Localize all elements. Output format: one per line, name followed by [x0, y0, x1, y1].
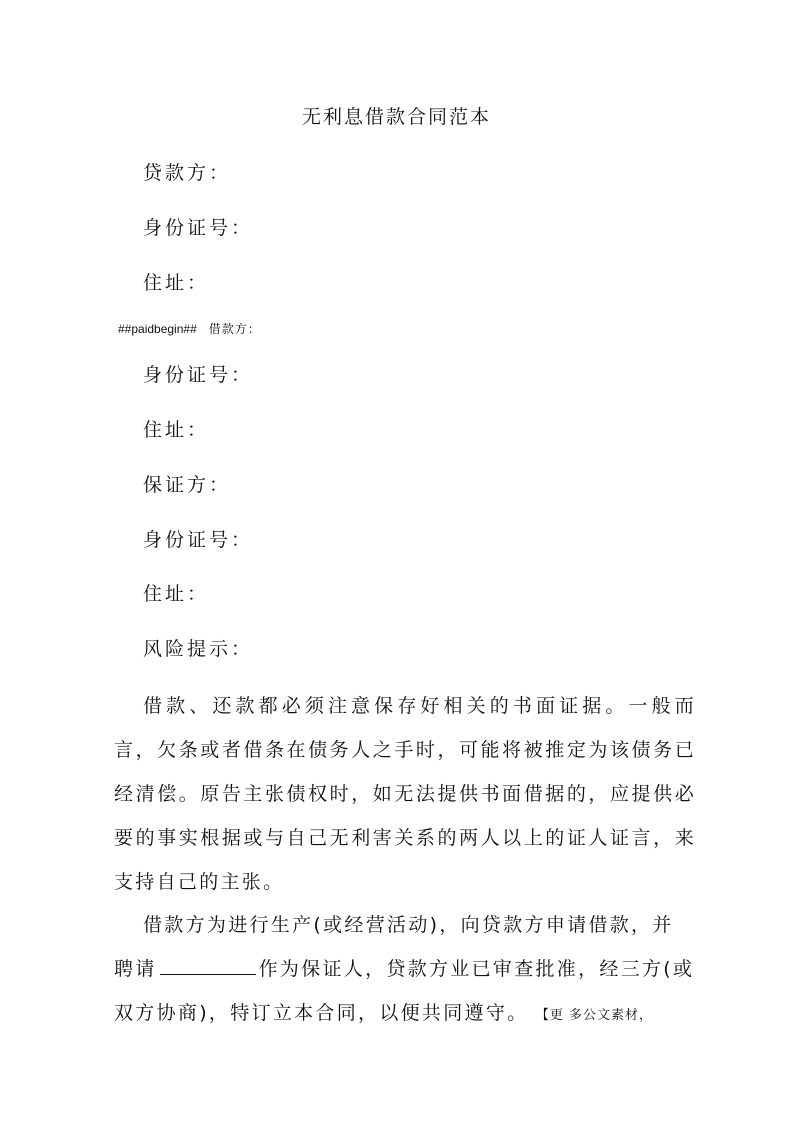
document-title: 无利息借款合同范本 — [301, 106, 491, 128]
borrower-label: 借款方： — [208, 322, 261, 336]
risk-paragraph: 借款、还款都必须注意保存好相关的书面证据。一般而言，欠条或者借条在债务人之手时，可能将被推定为该债务已经清偿。原告主张债权时，如无法提供书面借据的，应提供必要的事实根据或与自己无利害关系的两人以上的证人证言，来支持自己的主张。 — [114, 695, 696, 893]
intro-line-2-end: 作为保证人，贷款方业已审查批准，经三方(或 — [258, 958, 695, 980]
borrower-id-label: 身份证号： — [143, 364, 254, 386]
intro-line-2 — [114, 947, 696, 991]
guarantor-address-label: 住址： — [143, 583, 210, 605]
paid-marker-line — [118, 320, 261, 338]
risk-label: 风险提示： — [143, 638, 254, 660]
lender-address-label: 住址： — [143, 272, 210, 294]
intro-paragraph — [114, 903, 696, 1038]
guarantor-id-label: 身份证号： — [143, 529, 254, 551]
guarantor-label: 保证方： — [143, 474, 232, 496]
paid-marker: ##paidbegin## — [118, 322, 197, 336]
intro-line-1: 借款方为进行生产(或经营活动)，向贷款方申请借款，并 — [143, 914, 674, 936]
trailing-note: 【更 多公文素材， — [542, 1008, 654, 1023]
intro-line-3-text: 双方协商)，特订立本合同，以便共同遵守。 — [114, 1002, 529, 1024]
lender-id-label: 身份证号： — [143, 217, 254, 239]
intro-line-3 — [114, 991, 696, 1038]
guarantor-blank-field — [160, 954, 256, 975]
lender-label: 贷款方： — [143, 162, 232, 184]
intro-line-2-start: 聘请 — [114, 958, 157, 980]
borrower-address-label: 住址： — [143, 419, 210, 441]
